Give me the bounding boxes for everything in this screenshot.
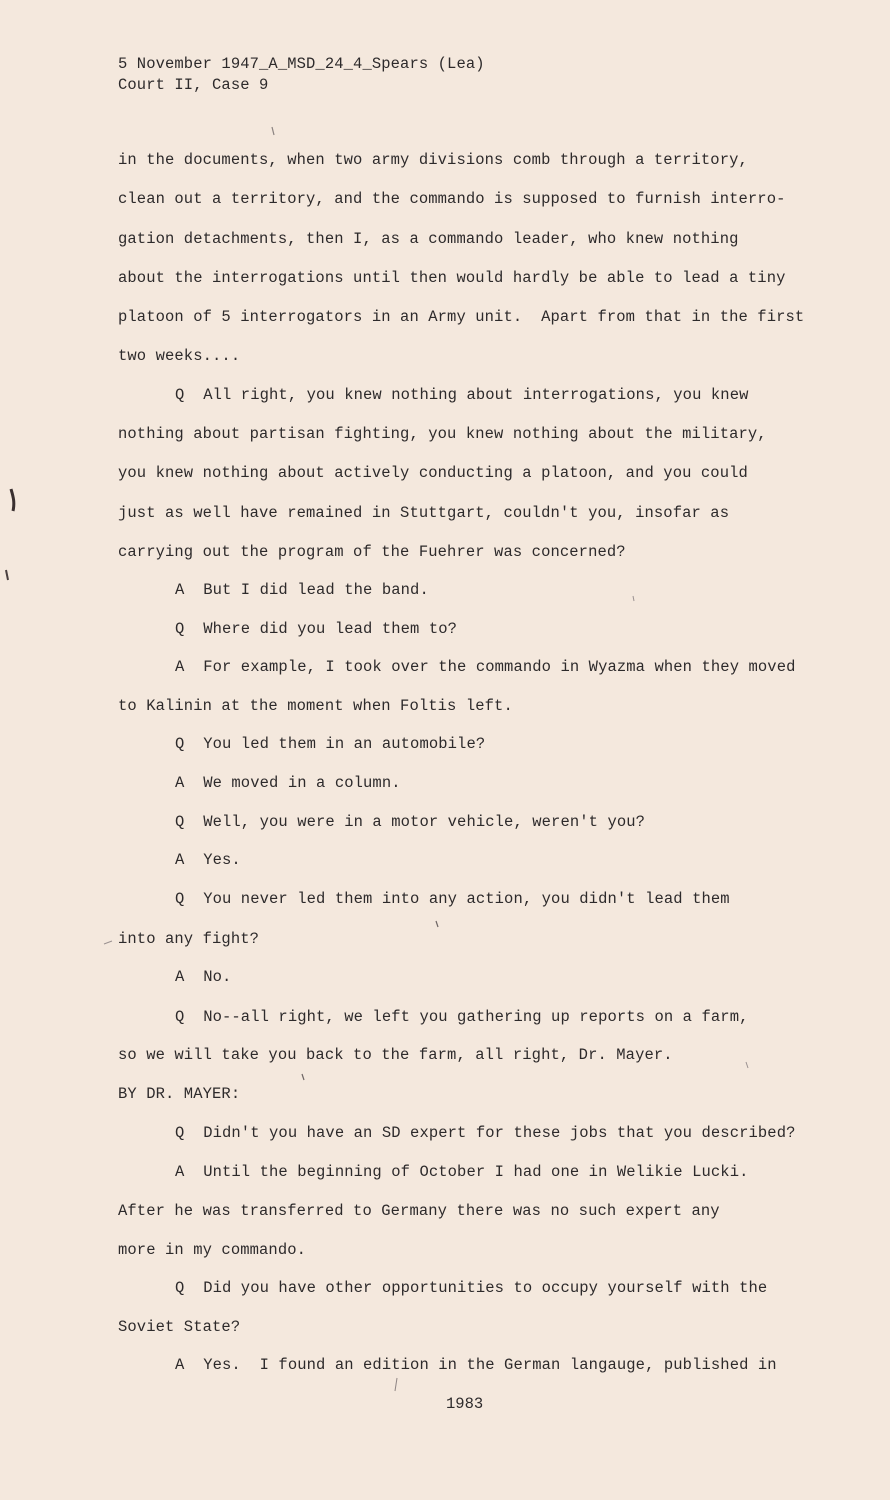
question-line: Q Where did you lead them to? xyxy=(175,620,458,638)
text-line: into any fight? xyxy=(118,930,260,948)
text-line: clean out a territory, and the commando is supposed to furnish interro- xyxy=(118,190,786,208)
question-line: Q You led them in an automobile? xyxy=(175,735,486,753)
paper-speck xyxy=(104,941,112,944)
text-line: carrying out the program of the Fuehrer was concerned? xyxy=(118,543,626,561)
text-line: so we will take you back to the farm, all right, Dr. Mayer. xyxy=(118,1046,673,1064)
answer-line: A Until the beginning of October I had one in Welikie Lucki. xyxy=(175,1163,749,1181)
header-line-date-case: 5 November 1947_A_MSD_24_4_Spears (Lea) xyxy=(118,55,485,73)
answer-line: A For example, I took over the commando in Wyazma when they moved xyxy=(175,658,796,676)
page-number: 1983 xyxy=(446,1395,484,1413)
answer-line: A No. xyxy=(175,968,232,986)
question-line: Q Did you have other opportunities to occupy yourself with the xyxy=(175,1279,768,1297)
paper-speck xyxy=(302,1074,304,1080)
text-line: Soviet State? xyxy=(118,1318,241,1336)
text-line: more in my commando. xyxy=(118,1241,307,1259)
text-line: two weeks.... xyxy=(118,347,241,365)
examiner-heading: BY DR. MAYER: xyxy=(118,1085,241,1103)
text-line: After he was transferred to Germany there was no such expert any xyxy=(118,1202,720,1220)
text-line: you knew nothing about actively conducting a platoon, and you could xyxy=(118,464,748,482)
margin-ink-mark xyxy=(6,570,8,580)
paper-speck xyxy=(395,1378,397,1391)
question-line: Q Well, you were in a motor vehicle, weren't you? xyxy=(175,813,646,831)
question-line: Q Didn't you have an SD expert for these jobs that you described? xyxy=(175,1124,796,1142)
answer-line: A We moved in a column. xyxy=(175,774,401,792)
text-line: gation detachments, then I, as a commando leader, who knew nothing xyxy=(118,230,739,248)
question-line: Q All right, you knew nothing about interrogations, you knew xyxy=(175,386,749,404)
question-line: Q No--all right, we left you gathering up reports on a farm, xyxy=(175,1008,749,1026)
text-line: just as well have remained in Stuttgart, couldn't you, insofar as xyxy=(118,504,730,522)
question-line: Q You never led them into any action, you didn't lead them xyxy=(175,890,730,908)
paper-speck xyxy=(436,921,438,927)
margin-ink-mark xyxy=(11,489,14,511)
answer-line: A But I did lead the band. xyxy=(175,581,429,599)
paper-speck xyxy=(746,1062,748,1068)
paper-speck xyxy=(272,127,274,135)
answer-line: A Yes. xyxy=(175,851,241,869)
text-line: to Kalinin at the moment when Foltis left. xyxy=(118,697,513,715)
text-line: about the interrogations until then would hardly be able to lead a tiny xyxy=(118,269,786,287)
answer-line: A Yes. I found an edition in the German langauge, published in xyxy=(175,1356,777,1374)
header-line-court: Court II, Case 9 xyxy=(118,76,269,94)
text-line: in the documents, when two army divisions comb through a territory, xyxy=(118,151,748,169)
paper-speck xyxy=(633,596,634,601)
text-line: platoon of 5 interrogators in an Army unit. Apart from that in the first xyxy=(118,308,805,326)
text-line: nothing about partisan fighting, you knew nothing about the military, xyxy=(118,425,767,443)
